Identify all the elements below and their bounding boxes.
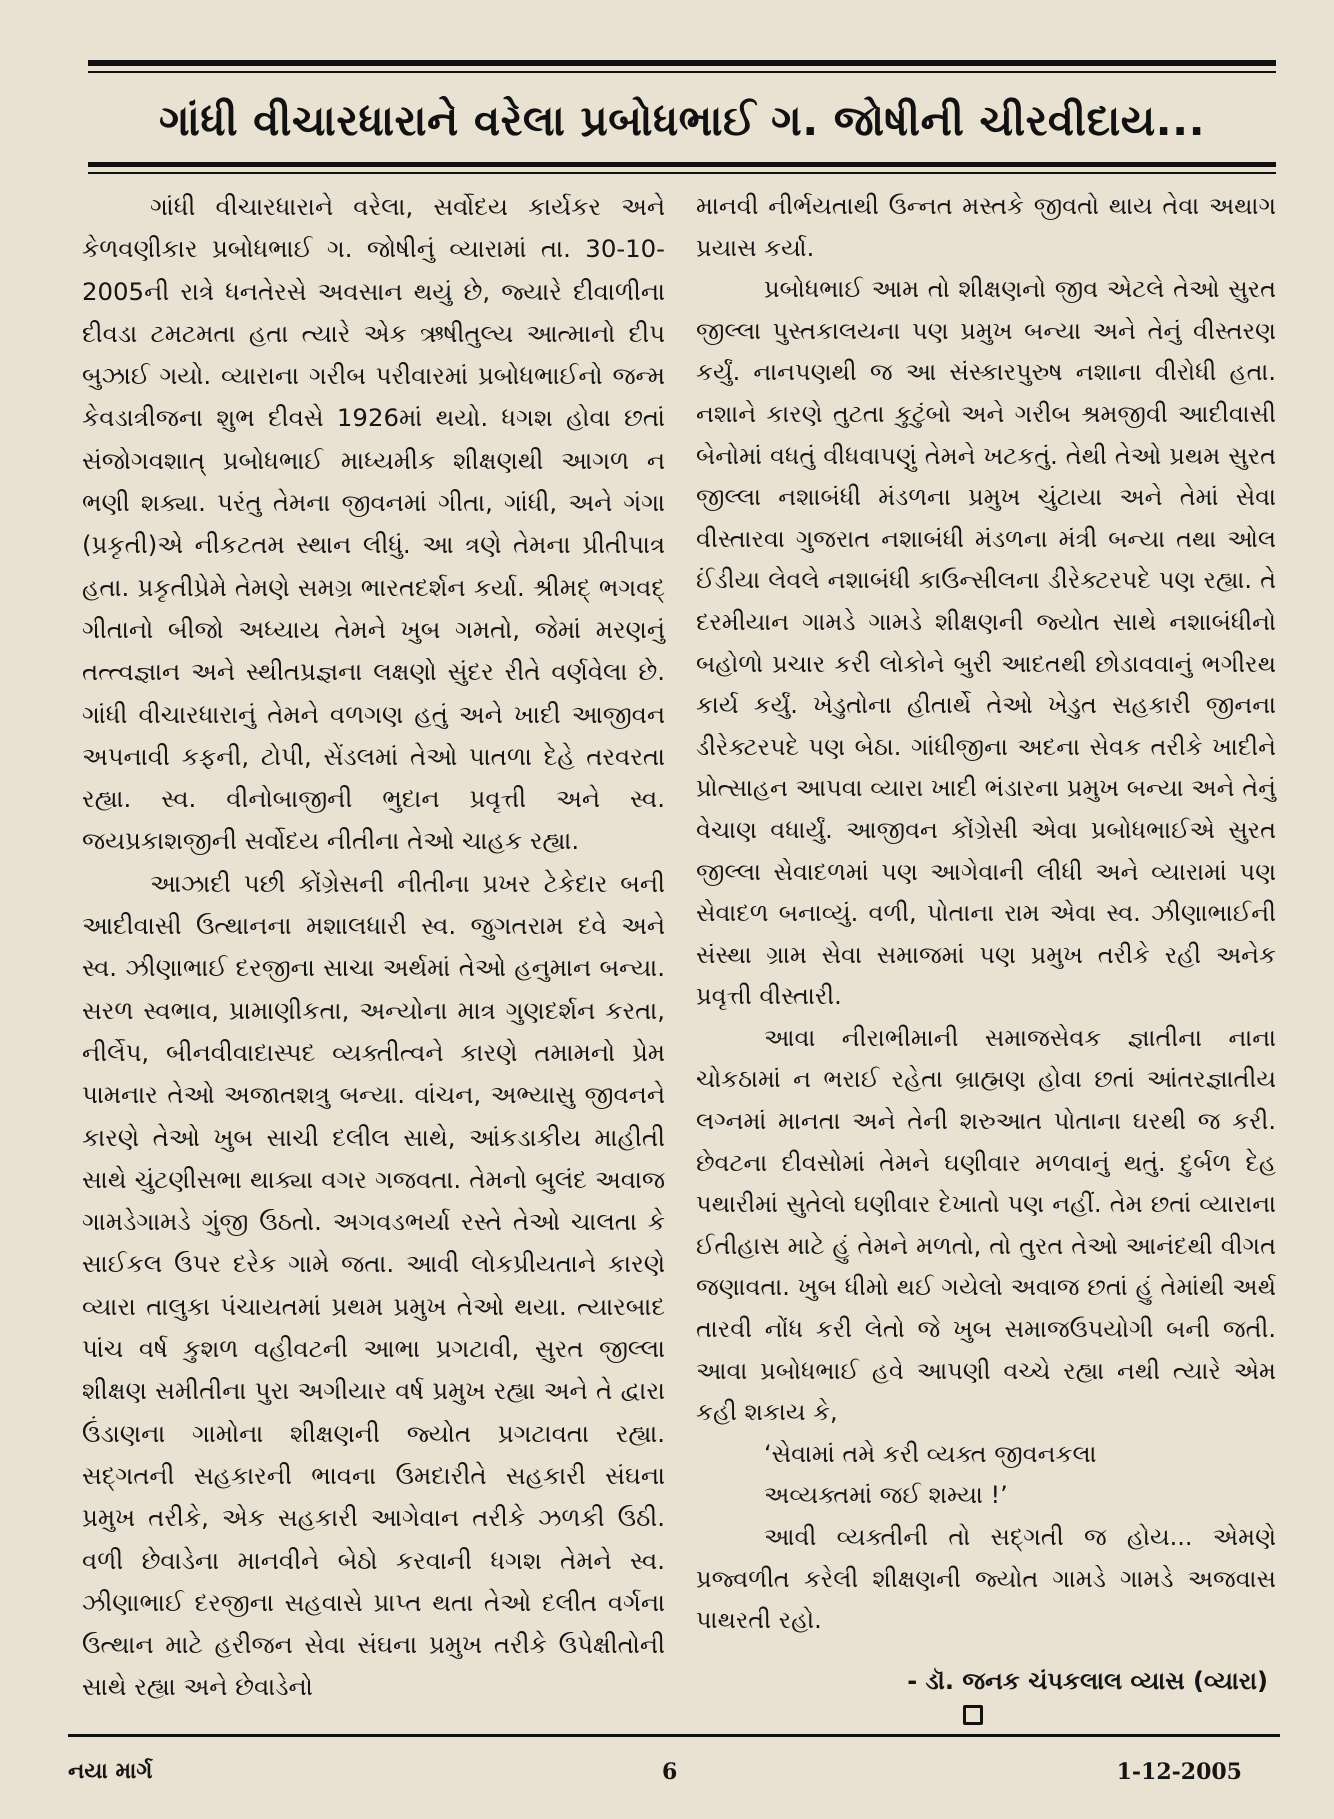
issue-date: 1-12-2005 [1116, 1759, 1242, 1785]
closing-paragraph: આવી વ્યક્તીની તો સદ્ગતી જ હોય... એમણે પ્રજ્વળીત કરેલી શીક્ષણની જ્યોત ગામડે ગામડે અજવાસ પાથરતી રહો. [696, 1523, 1276, 1635]
paragraph: આઝાદી પછી કોંગ્રેસની નીતીના પ્રખર ટેકેદાર બની આદીવાસી ઉત્થાનના મશાલધારી સ્વ. જુગતરામ દવે અને સ્વ. ઝીણાભાઈ દરજીના સાચા અર્થમાં તેઓ હનુમાન બન્યા. સરળ સ્વભાવ, પ્રામાણીકતા, અન્યોના માત્ર ગુણદર્શન કરતા, નીર્લેપ, બીનવીવાદાસ્પદ વ્યક્તીત્વને કારણે તમામનો પ્રેમ પામનાર તેઓ અજાતશત્રુ બન્યા. વાંચન, અભ્યાસુ જીવનને કારણે તેઓ ખુબ સાચી દલીલ સાથે, આંકડાકીય માહીતી સાથે ચુંટણીસભા થાક્યા વગર ગજવતા. તેમનો બુલંદ અવાજ ગામડેગામડે ગુંજી ઉઠતો. અગવડભર્યા રસ્તે તેઓ ચાલતા કે સાઈકલ ઉપર દરેક ગામે જતા. આવી લોકપ્રીયતાને કારણે વ્યારા તાલુકા પંચાયતમાં પ્રથમ પ્રમુખ તેઓ થયા. ત્યારબાદ પાંચ વર્ષ કુશળ વહીવટની આભા પ્રગટાવી, સુરત જીલ્લા શીક્ષણ સમીતીના પુરા અગીયાર વર્ષ પ્રમુખ રહ્યા અને તે દ્વારા ઉંડાણના ગામોના શીક્ષણની જ્યોત પ્રગટાવતા રહ્યા. સદ્ગતની સહકારની ભાવના ઉમદારીતે સહકારી સંઘના પ્રમુખ તરીકે, એક સહકારી આગેવાન તરીકે ઝળકી ઉઠી. વળી છેવાડેના માનવીને બેઠો કરવાની ધગશ તેમને સ્વ. ઝીણાભાઈ દરજીના સહવાસે પ્રાપ્ત થતા તેઓ દલીત વર્ગના ઉત્થાન માટે હરીજન સેવા સંઘના પ્રમુખ તરીકે ઉપેક્ષીતોની સાથે રહ્યા અને છેવાડેનો [82, 868, 665, 1702]
author-signature: - ડૉ. જનક ચંપકલાલ વ્યાસ (વ્યારા) [907, 1667, 1268, 1695]
title-rule-thick [88, 162, 1276, 167]
right-column [696, 186, 1276, 1642]
paragraph: આવા નીરાભીમાની સમાજસેવક જ્ઞાતીના નાના ચોકઠામાં ન ભરાઈ રહેતા બ્રાહ્મણ હોવા છતાં આંતરજ્ઞાતીય લગ્નમાં માનતા અને તેની શરુઆત પોતાના ઘરથી જ કરી. છેવટના દીવસોમાં તેમને ઘણીવાર મળવાનું થતું. દુર્બળ દેહ પથારીમાં સુતેલો ઘણીવાર દેખાતો પણ નહીં. તેમ છતાં વ્યારાના ઈતીહાસ માટે હું તેમને મળતો, તો તુરત તેઓ આનંદથી વીગત જણાવતા. ખુબ ધીમો થઈ ગયેલો અવાજ છતાં હું તેમાંથી અર્થ તારવી નોંધ કરી લેતો જે ખુબ સમાજઉપયોગી બની જતી. આવા પ્રબોધભાઈ હવે આપણી વચ્ચે રહ્યા નથી ત્યારે એમ કહી શકાય કે, [696, 1023, 1276, 1427]
verse-line: ‘સેવામાં તમે કરી વ્યક્ત જીવનકલા [764, 1439, 1097, 1468]
title-rule-thin [88, 172, 1276, 174]
paragraph: માનવી નીર્ભયતાથી ઉન્નત મસ્તકે જીવતો થાય તેવા અથાગ પ્રયાસ કર્યા. [696, 192, 1276, 262]
verse-line: અવ્યક્તમાં જઈ શમ્યા !’ [764, 1481, 1008, 1510]
footer-rule [68, 1734, 1280, 1737]
article-title: ગાંધી વીચારધારાને વરેલા પ્રબોધભાઈ ગ. જોષીની ચીરવીદાય... [158, 96, 1206, 145]
end-of-article-box-icon [963, 1705, 983, 1725]
page-number: 6 [662, 1759, 678, 1785]
top-rule-thick [88, 60, 1276, 66]
publication-name: નયા માર્ગ [68, 1759, 153, 1784]
left-column [82, 186, 665, 1709]
top-rule-thin [88, 71, 1276, 73]
paragraph: ગાંધી વીચારધારાને વરેલા, સર્વોદય કાર્યકર અને કેળવણીકાર પ્રબોધભાઈ ગ. જોષીનું વ્યારામાં તા. 30-10-2005ની રાત્રે ધનતેરસે અવસાન થયું છે, જ્યારે દીવાળીના દીવડા ટમટમતા હતા ત્યારે એક ઋષીતુલ્ય આત્માનો દીપ બુઝાઈ ગયો. વ્યારાના ગરીબ પરીવારમાં પ્રબોધભાઈનો જન્મ કેવડાત્રીજના શુભ દીવસે 1926માં થયો. ધગશ હોવા છતાં સંજોગવશાત્ પ્રબોધભાઈ માધ્યમીક શીક્ષણથી આગળ ન ભણી શક્યા. પરંતુ તેમના જીવનમાં ગીતા, ગાંધી, અને ગંગા (પ્રકૃતી)એ નીકટતમ સ્થાન લીધું. આ ત્રણે તેમના પ્રીતીપાત્ર હતા. પ્રકૃતીપ્રેમે તેમણે સમગ્ર ભારતદર્શન કર્યા. શ્રીમદ્ ભગવદ્ ગીતાનો બીજો અધ્યાય તેમને ખુબ ગમતો, જેમાં મરણનું તત્ત્વજ્ઞાન અને સ્થીતપ્રજ્ઞના લક્ષણો સુંદર રીતે વર્ણવેલા છે. ગાંધી વીચારધારાનું તેમને વળગણ હતું અને ખાદી આજીવન અપનાવી કફની, ટોપી, સેંડલમાં તેઓ પાતળા દેહે તરવરતા રહ્યા. સ્વ. વીનોબાજીની ભુદાન પ્રવૃત્તી અને સ્વ. જયપ્રકાશજીની સર્વોદય નીતીના તેઓ ચાહક રહ્યા. [82, 192, 665, 856]
paragraph: પ્રબોધભાઈ આમ તો શીક્ષણનો જીવ એટલે તેઓ સુરત જીલ્લા પુસ્તકાલયના પણ પ્રમુખ બન્યા અને તેનું વીસ્તરણ કર્યું. નાનપણથી જ આ સંસ્કારપુરુષ નશાના વીરોધી હતા. નશાને કારણે તુટતા કુટુંબો અને ગરીબ શ્રમજીવી આદીવાસી બેનોમાં વધતું વીધવાપણું તેમને ખટકતું. તેથી તેઓ પ્રથમ સુરત જીલ્લા નશાબંધી મંડળના પ્રમુખ ચુંટાયા અને તેમાં સેવા વીસ્તારવા ગુજરાત નશાબંધી મંડળના મંત્રી બન્યા તથા ઓલ ઈંડીયા લેવલે નશાબંધી કાઉન્સીલના ડીરેક્ટરપદે પણ રહ્યા. તે દરમીયાન ગામડે ગામડે શીક્ષણની જ્યોત સાથે નશાબંધીનો બહોળો પ્રચાર કરી લોકોને બુરી આદતથી છોડાવવાનું ભગીરથ કાર્ય કર્યું. ખેડુતોના હીતાર્થે તેઓ ખેડુત સહકારી જીનના ડીરેક્ટરપદે પણ બેઠા. ગાંધીજીના અદના સેવક તરીકે ખાદીને પ્રોત્સાહન આપવા વ્યારા ખાદી ભંડારના પ્રમુખ બન્યા અને તેનું વેચાણ વધાર્યું. આજીવન કોંગ્રેસી એવા પ્રબોધભાઈએ સુરત જીલ્લા સેવાદળમાં પણ આગેવાની લીધી અને વ્યારામાં પણ સેવાદળ બનાવ્યું. વળી, પોતાના રામ એવા સ્વ. ઝીણાભાઈની સંસ્થા ગ્રામ સેવા સમાજમાં પણ પ્રમુખ તરીકે રહી અનેક પ્રવૃત્તી વીસ્તારી. [696, 275, 1276, 1011]
